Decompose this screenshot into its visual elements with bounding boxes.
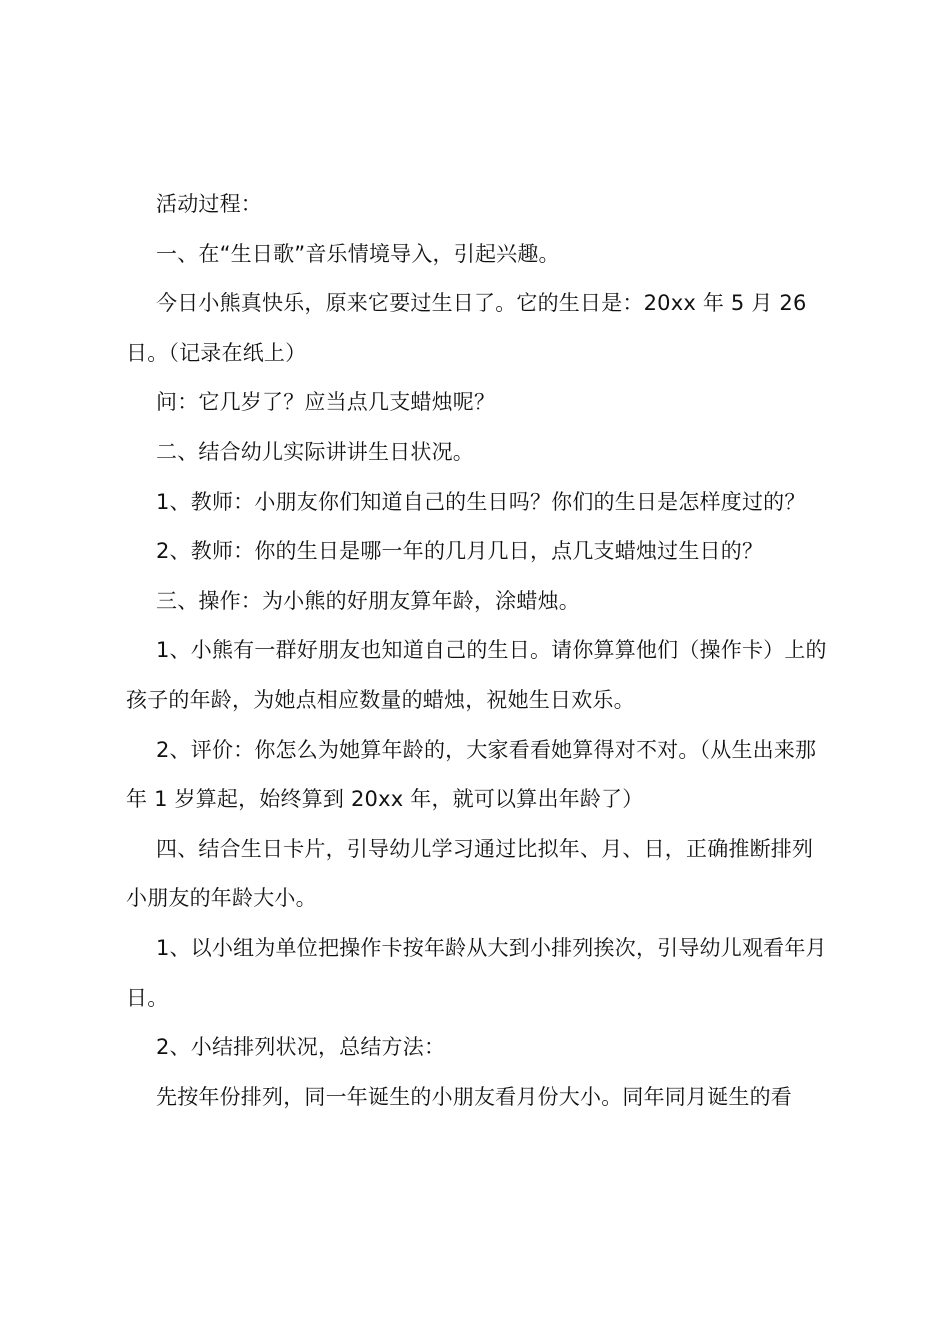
- paragraph-section-one: 一、在“生日歌”音乐情境导入，引起兴趣。: [156, 241, 560, 266]
- paragraph-teacher-two: 2、教师：你的生日是哪一年的几月几日，点几支蜡烛过生日的？: [156, 539, 764, 564]
- paragraph-section-two: 二、结合幼儿实际讲讲生日状况。: [156, 439, 474, 464]
- paragraph-question-age: 问：它几岁了？应当点几支蜡烛呢？: [156, 390, 496, 415]
- paragraph-activity-process: 活动过程：: [156, 192, 262, 216]
- document-body: [126, 180, 832, 1122]
- paragraph-section-four: 四、结合生日卡片，引导幼儿学习通过比拟年、月、日，正确推断排列小朋友的年龄大小。: [126, 836, 814, 911]
- paragraph-bear-birthday: 今日小熊真快乐，原来它要过生日了。它的生日是：20xx 年 5 月 26 日。（记录在纸上）: [126, 291, 807, 365]
- paragraph-summary: 2、小结排列状况，总结方法：: [156, 1035, 446, 1060]
- paragraph-group-sort: 1、以小组为单位把操作卡按年龄从大到小排列挨次，引导幼儿观看年月日。: [126, 935, 827, 1010]
- paragraph-teacher-one: 1、教师：小朋友你们知道自己的生日吗？你们的生日是怎样度过的？: [156, 489, 806, 514]
- paragraph-operation-one: 1、小熊有一群好朋友也知道自己的生日。请你算算他们（操作卡）上的孩子的年龄，为她点相应数量的蜡烛，祝她生日欢乐。: [126, 638, 827, 712]
- paragraph-evaluation: 2、评价：你怎么为她算年龄的，大家看看她算得对不对。（从生出来那年 1 岁算起，始终算到 20xx 年，就可以算出年龄了）: [126, 737, 817, 812]
- paragraph-method: 先按年份排列，同一年诞生的小朋友看月份大小。同年同月诞生的看: [156, 1084, 792, 1109]
- paragraph-section-three: 三、操作：为小熊的好朋友算年龄，涂蜡烛。: [156, 588, 580, 613]
